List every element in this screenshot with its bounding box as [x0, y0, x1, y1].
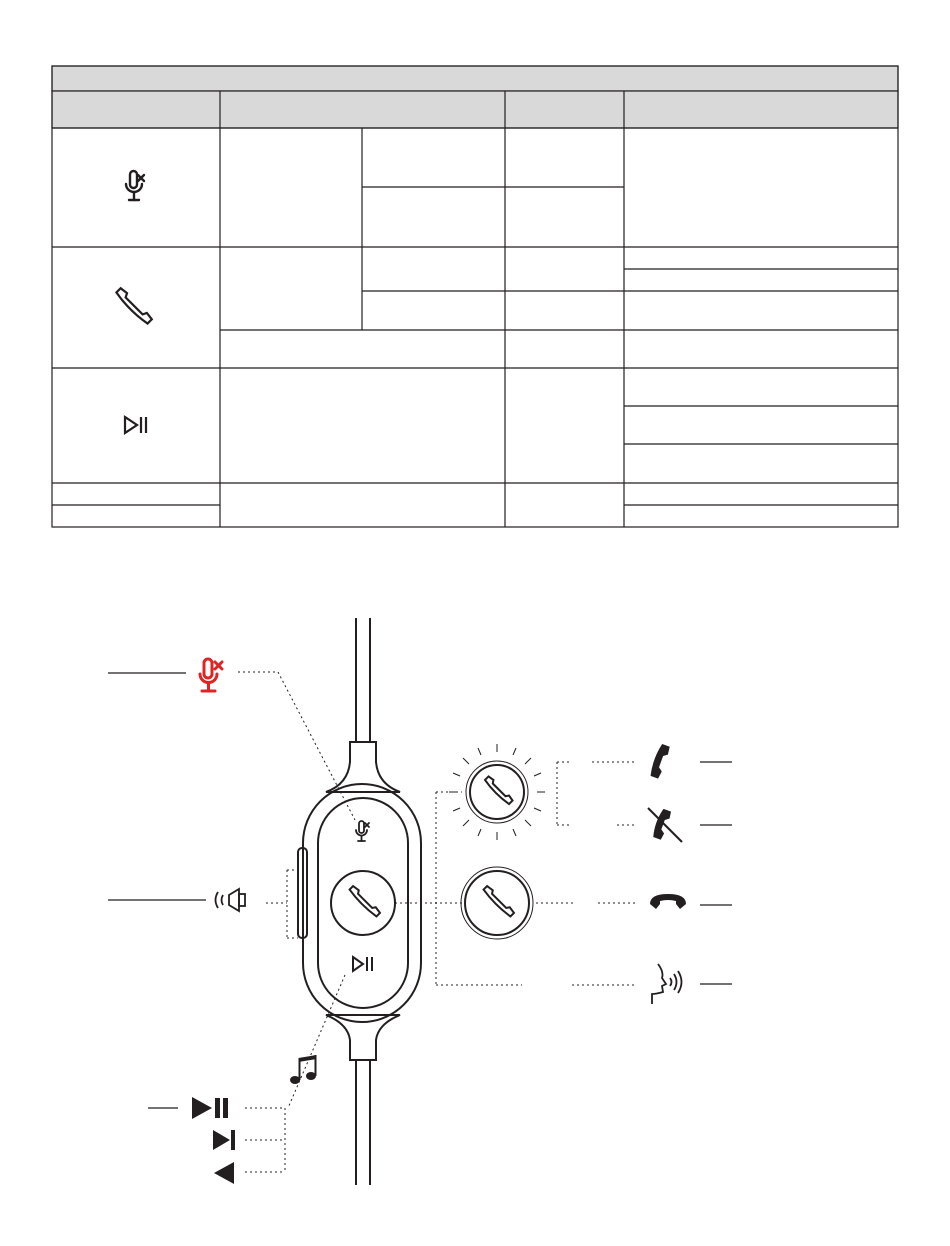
active-call-button-icon: [461, 867, 533, 939]
answer-call-icon: [649, 743, 671, 779]
speaker-volume-icon: [216, 889, 246, 911]
controller-mic-mute-icon[interactable]: [356, 821, 369, 841]
reject-call-icon: [648, 808, 682, 842]
end-call-icon: [650, 894, 686, 909]
music-note-icon: [290, 1055, 317, 1084]
incoming-call-button-icon: [449, 744, 545, 840]
controller-play-pause-button[interactable]: [353, 957, 372, 971]
call-button[interactable]: [331, 871, 395, 935]
diagram-svg: [0, 560, 950, 1241]
table-header-row: [52, 91, 898, 128]
table-handset-icon: [115, 287, 152, 324]
table-border: [52, 66, 898, 527]
controls-table-svg: [0, 0, 950, 540]
controls-table: [0, 0, 950, 540]
skip-forward-icon: [213, 1130, 235, 1150]
mute-indicator-icon: [200, 659, 222, 691]
skip-back-icon: [214, 1162, 234, 1184]
table-play-pause-icon: [125, 417, 146, 433]
table-mic-mute-icon: [126, 171, 144, 200]
glow-rays: [449, 744, 545, 840]
play-pause-solid-icon: [192, 1097, 228, 1119]
voice-assistant-icon: [652, 964, 682, 1004]
table-title-row: [52, 66, 898, 91]
headset-control-diagram: [0, 560, 950, 1241]
